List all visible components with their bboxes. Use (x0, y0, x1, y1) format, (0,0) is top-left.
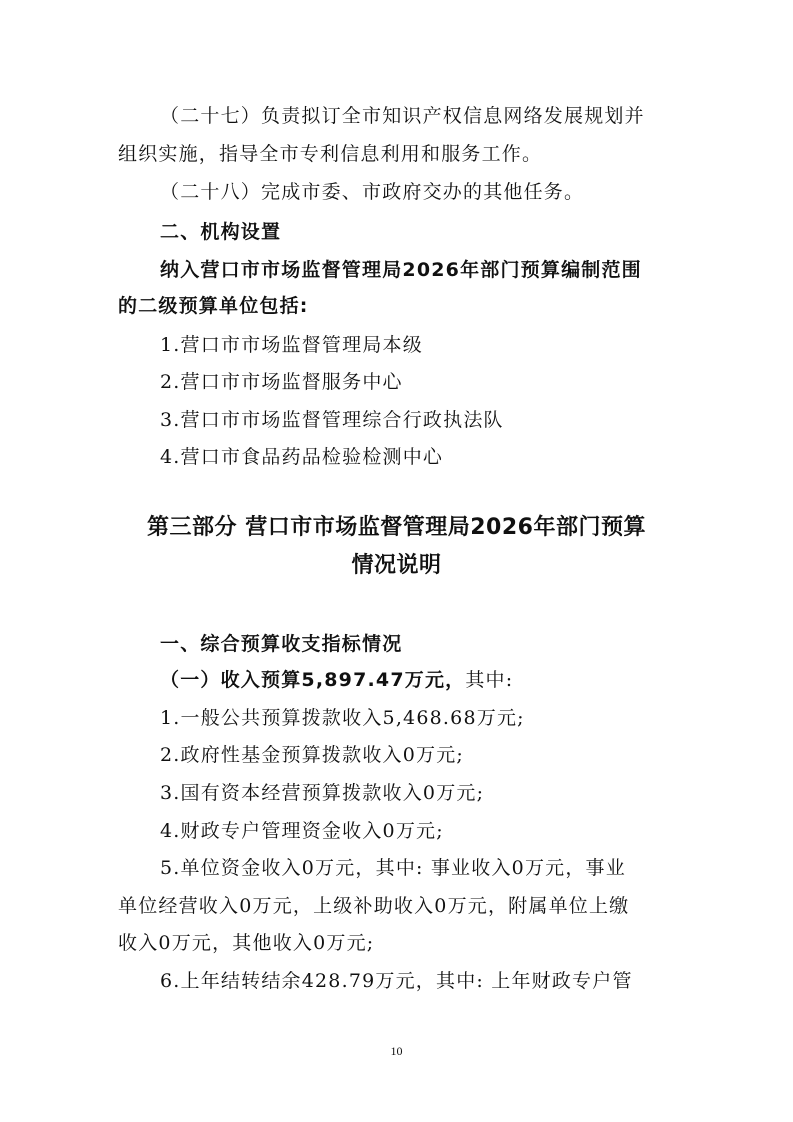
part-title-line2: 情况说明 (351, 553, 442, 578)
paragraph-line: 单位经营收入0万元，上级补助收入0万元，附属单位上缴 (118, 895, 630, 917)
income-summary (160, 668, 720, 692)
section-heading: 二、机构设置 (160, 221, 282, 243)
income-summary-bold: （一）收入预算5,897.47万元， (160, 669, 466, 691)
list-item: 6.上年结转结余428.79万元，其中: 上年财政专户管 (160, 970, 633, 992)
list-item: 5.单位资金收入0万元，其中: 事业收入0万元，事业 (160, 857, 626, 879)
part-title: 第三部分 营口市市场监督管理局2026年部门预算 (147, 515, 646, 540)
page-number: 10 (390, 1044, 403, 1058)
paragraph-line: 收入0万元，其他收入0万元; (118, 932, 375, 954)
paragraph-line: 组织实施，指导全市专利信息利用和服务工作。 (118, 143, 543, 165)
paragraph-line: （二十七）负责拟订全市知识产权信息网络发展规划并 (160, 105, 645, 127)
list-item: 4.财政专户管理资金收入0万元; (160, 820, 444, 842)
paragraph-line: 的二级预算单位包括: (118, 295, 309, 317)
list-item: 4.营口市食品药品检验检测中心 (160, 446, 444, 468)
list-item: 1.营口市市场监督管理局本级 (160, 334, 423, 356)
list-item: 1.一般公共预算拨款收入5,468.68万元; (160, 707, 525, 729)
list-item: 3.国有资本经营预算拨款收入0万元; (160, 782, 485, 804)
paragraph-line: （二十八）完成市委、市政府交办的其他任务。 (160, 181, 585, 203)
list-item: 2.营口市市场监督服务中心 (160, 371, 403, 393)
income-summary-rest: 其中: (465, 669, 514, 691)
section-heading: 一、综合预算收支指标情况 (160, 633, 403, 655)
list-item: 3.营口市市场监督管理综合行政执法队 (160, 409, 504, 431)
list-item: 2.政府性基金预算拨款收入0万元; (160, 744, 465, 766)
paragraph-line: 纳入营口市市场监督管理局2026年部门预算编制范围 (160, 259, 642, 281)
